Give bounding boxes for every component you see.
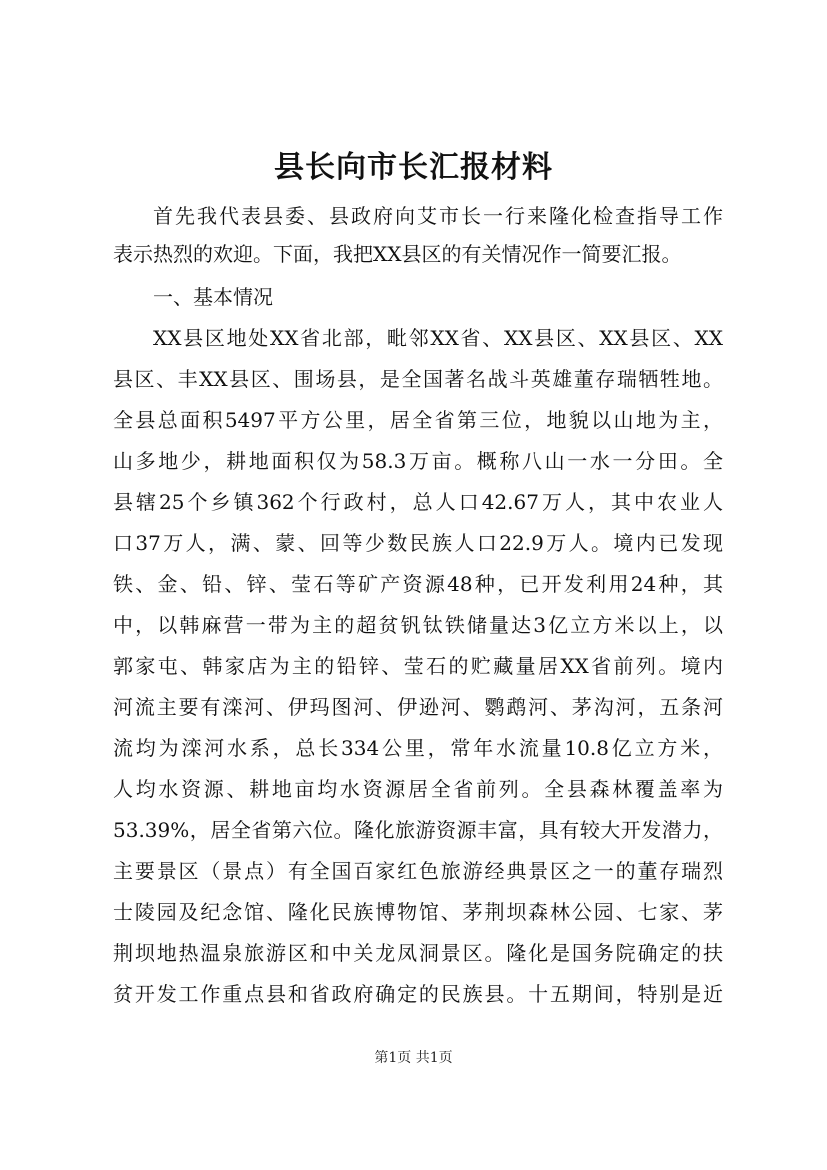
- paragraph-line: 县辖25个乡镇362个行政村，总人口42.67万人，其中农业人: [113, 490, 723, 514]
- document-title: 县长向市长汇报材料: [274, 150, 553, 185]
- paragraph-line: 人均水资源、耕地亩均水资源居全省前列。全县森林覆盖率为: [113, 777, 723, 801]
- paragraph-line: 流均为滦河水系，总长334公里，常年水流量10.8亿立方米，: [113, 736, 723, 760]
- page-number-footer: 第1页 共1页: [374, 1050, 453, 1066]
- section-heading: 一、基本情况: [153, 285, 273, 309]
- paragraph-line: 县区、丰XX县区、围场县，是全国著名战斗英雄董存瑞牺牲地。: [113, 367, 723, 391]
- paragraph-line: 表示热烈的欢迎。下面，我把XX县区的有关情况作一简要汇报。: [113, 242, 682, 266]
- paragraph-line: 贫开发工作重点县和省政府确定的民族县。十五期间，特别是近: [113, 982, 723, 1006]
- paragraph-line: 全县总面积5497平方公里，居全省第三位，地貌以山地为主，: [113, 408, 723, 432]
- paragraph-line: 郭家屯、韩家店为主的铅锌、莹石的贮藏量居XX省前列。境内: [113, 654, 723, 678]
- paragraph-line: 山多地少，耕地面积仅为58.3万亩。概称八山一水一分田。全: [113, 449, 723, 473]
- paragraph-line: 河流主要有滦河、伊玛图河、伊逊河、鹦鹉河、茅沟河，五条河: [113, 695, 723, 719]
- paragraph-line: XX县区地处XX省北部，毗邻XX省、XX县区、XX县区、XX: [153, 326, 723, 350]
- paragraph-line: 首先我代表县委、县政府向艾市长一行来隆化检查指导工作: [153, 204, 723, 228]
- paragraph-line: 铁、金、铅、锌、莹石等矿产资源48种，已开发利用24种，其: [113, 572, 723, 596]
- paragraph-line: 荆坝地热温泉旅游区和中关龙凤洞景区。隆化是国务院确定的扶: [113, 941, 723, 965]
- paragraph-line: 士陵园及纪念馆、隆化民族博物馆、茅荆坝森林公园、七家、茅: [113, 900, 723, 924]
- paragraph-line: 口37万人，满、蒙、回等少数民族人口22.9万人。境内已发现: [113, 531, 723, 555]
- paragraph-line: 中，以韩麻营一带为主的超贫钒钛铁储量达3亿立方米以上，以: [113, 613, 723, 637]
- paragraph-line: 主要景区（景点）有全国百家红色旅游经典景区之一的董存瑞烈: [113, 859, 723, 883]
- paragraph-line: 53.39%，居全省第六位。隆化旅游资源丰富，具有较大开发潜力，: [113, 818, 723, 842]
